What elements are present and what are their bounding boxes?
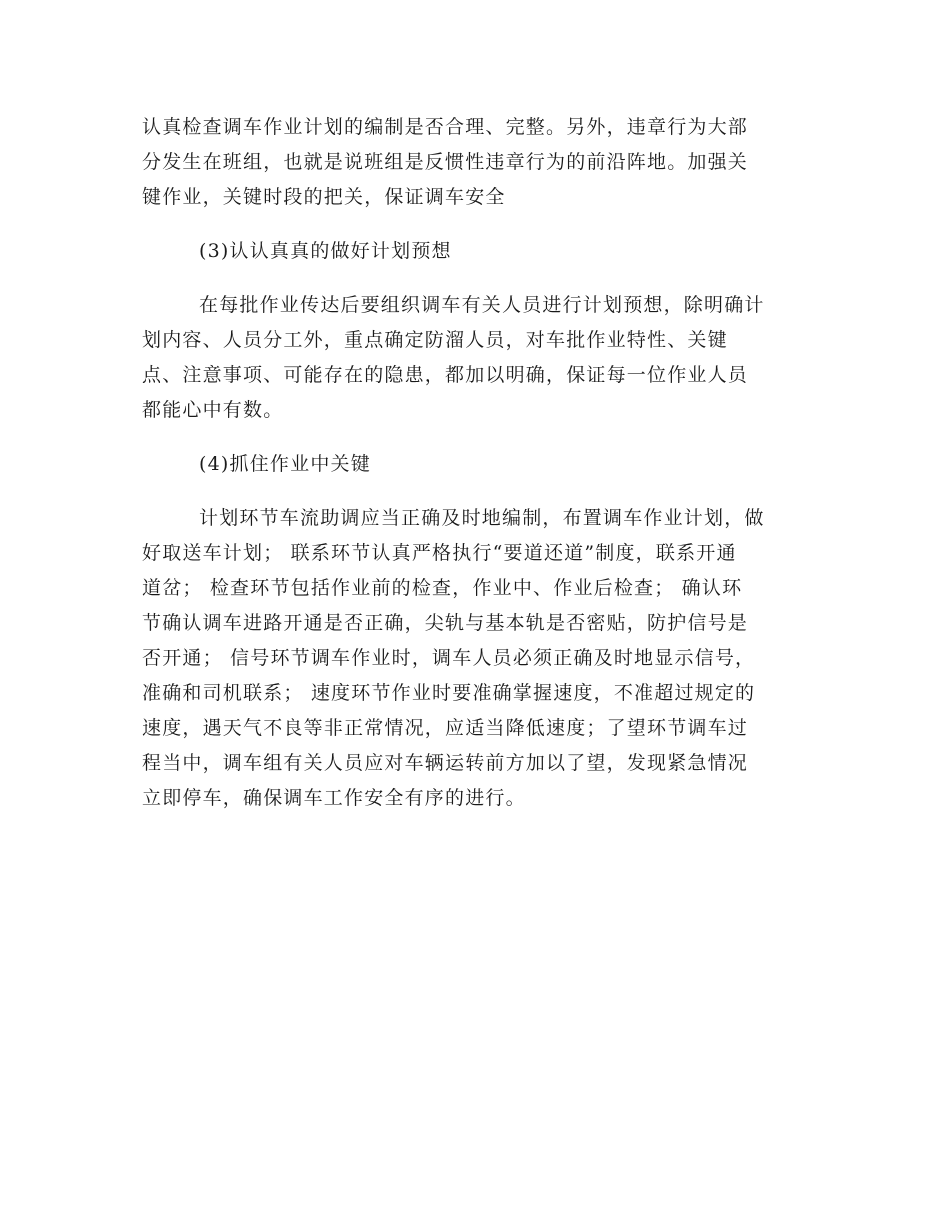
text-line: 否开通； 信号环节调车作业时，调车人员必须正确及时地显示信号， — [142, 647, 756, 669]
text-line: 划内容、人员分工外，重点确定防溜人员，对车批作业特性、关键 — [142, 329, 728, 351]
paragraph-key-steps — [142, 501, 810, 816]
text-line: 程当中，调车组有关人员应对车辆运转前方加以了望，发现紧急情况 — [142, 752, 749, 774]
section-heading-4 — [142, 447, 810, 482]
text-line: 立即停车，确保调车工作安全有序的进行。 — [142, 787, 526, 809]
document-body — [142, 110, 810, 816]
text-line: 速度，遇天气不良等非正常情况，应适当降低速度；了望环节调车过 — [142, 717, 749, 739]
text-line: 键作业，关键时段的把关，保证调车安全 — [142, 186, 506, 208]
heading-text: (3)认认真真的做好计划预想 — [199, 240, 452, 262]
text-line: 节确认调车进路开通是否正确，尖轨与基本轨是否密贴，防护信号是 — [142, 612, 749, 634]
text-line: 道岔； 检查环节包括作业前的检查，作业中、作业后检查； 确认环 — [142, 577, 743, 599]
paragraph-safety-check — [142, 110, 810, 215]
paragraph-plan-preview — [142, 288, 810, 428]
text-line: 计划环节车流助调应当正确及时地编制，布置调车作业计划，做 — [199, 507, 765, 529]
text-line: 准确和司机联系； 速度环节作业时要准确掌握速度，不准超过规定的 — [142, 682, 756, 704]
text-line: 认真检查调车作业计划的编制是否合理、完整。另外，违章行为大部 — [142, 116, 749, 138]
text-line: 好取送车计划； 联系环节认真严格执行“要道还道”制度，联系开通 — [142, 542, 737, 564]
text-line: 点、注意事项、可能存在的隐患，都加以明确，保证每一位作业人员 — [142, 364, 749, 386]
text-line: 分发生在班组，也就是说班组是反惯性违章行为的前沿阵地。加强关 — [142, 151, 749, 173]
section-heading-3 — [142, 234, 810, 269]
heading-text: (4)抓住作业中关键 — [199, 453, 371, 475]
text-line: 都能心中有数。 — [142, 399, 284, 421]
text-line: 在每批作业传达后要组织调车有关人员进行计划预想，除明确计 — [199, 294, 765, 316]
